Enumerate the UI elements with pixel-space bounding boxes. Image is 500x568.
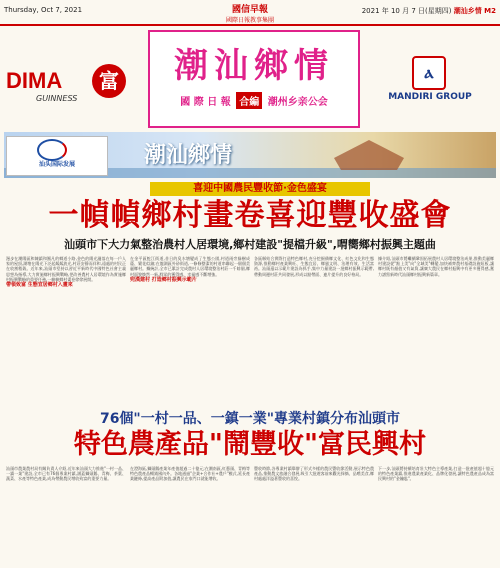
header-rule — [0, 24, 500, 26]
mandiri-name: MANDIRI GROUP — [388, 92, 472, 102]
guinness-text: GUINNESS — [36, 94, 78, 103]
banner-pagoda-roof — [334, 140, 404, 170]
masthead — [148, 30, 360, 128]
article-col1-text: 漫步在潮陽區和陳鎮和鳳凡的鄉道小路,金色的陽光灑落在每一戶人家的屋頂,湖塘在陽光下泛起粼粼波光,村莊安靜而祥和,遠處的村民正在收割稻穀。近年來,汕頭市堅持以習近平新時代中國特色社會主義思想為指導,大力實施鄉村振興戰略,把改善農村人居環境作為實施鄉村振興戰略的重要任務,一幀幀鄉村畫卷徐徐展開。 — [6, 256, 126, 282]
masthead-sub-right: 潮州乡亲公会 — [267, 97, 328, 108]
article-subheadline: 汕頭市下大力氣整治農村人居環境,鄉村建設"提檔升級",喟嚮鄉村振興主題曲 — [64, 238, 436, 251]
swirl-logo-icon — [37, 139, 67, 161]
mandiri-group-logo — [364, 56, 496, 116]
article2-headline-red: 特色農產品"鬧豐收"富民興村 — [73, 429, 427, 460]
masthead-sub-left: 國 際 日 報 — [180, 97, 231, 108]
header-date-zh — [362, 6, 496, 16]
header-date-en: Thursday, Oct 7, 2021 — [4, 6, 83, 14]
inner-heading-2: 兜漢建村 打造鄉村振興示範片 — [130, 276, 197, 283]
masthead-sub-mid: 合編 — [236, 92, 262, 109]
article2-headline-blue: 76個"一村一品、一鎮一業"專業村鎮分布汕頭市 — [99, 411, 401, 427]
banner-logo-card — [6, 136, 108, 176]
article-column-4: 據介紹,汕頭市將繼續鞏固拓展農村人居環境整治成果,推動美麗鄉村建設從"點上美"向"全域美"轉變,加快補齊農村基礎設施短板,讓鄉村既有顏值又有氣質,讓廣大農民在鄉村振興中有更多獲得感,奮力譜寫新時代汕頭鄉村振興新篇章。 — [378, 256, 494, 277]
article-kicker: 喜迎中國農民豐收節·金色盛宴 — [150, 182, 370, 196]
banner-title: 潮汕鄉情 — [144, 142, 233, 168]
article2-column-2: 在澄海區,獅頭鵝產業年產值超過二十億元;在潮南區,紅蔥頭、青梅等特色農產品暢銷國內外。各地通過"企業+合作社+農戶"模式,延長產業鏈條,提高產品附加值,讓農民在家門口就能增收。 — [130, 466, 250, 482]
masthead-subtitle — [154, 92, 354, 109]
header-paper-name — [200, 2, 300, 24]
section-label: 潮汕乡情 M2 — [453, 7, 496, 15]
masthead-title: 潮汕鄉情 — [174, 46, 334, 86]
article-column-2 — [130, 256, 250, 404]
inner-heading-1: 帶領致富 生態宜居鄉村入畫來 — [6, 282, 73, 289]
article-column-1 — [6, 256, 126, 404]
dima-logo-text: DIMA — [6, 68, 63, 93]
header-date-zh-text: 2021 年 10 月 7 日(星期四) — [361, 7, 452, 15]
article-headline: 一幀幀鄉村畫卷喜迎豐收盛會 — [48, 198, 452, 233]
article2-column-1: 汕頭市農業農村局有關負責人介紹,近年來汕頭大力推進"一村一品、一鎮一業"建設,全市已有76個專業村鎮,涵蓋獅頭鵝、青梅、茶葉、蔬菜、水產等特色產業,成為帶動農民增收致富的重要力量。 — [6, 466, 126, 482]
mandiri-emblem-icon: ⲁ — [412, 56, 446, 90]
dima-seal-icon: 富 — [92, 64, 126, 98]
paper-subtitle: 國際日報教事集團 — [225, 17, 274, 24]
article-col2-text: 在金平區鮀江街道,昔日的臭水塘變成了生態公園,村道兩旁綠樹成蔭、繁花似錦;在龍湖區外砂街道,一條條整潔的村道串聯起一個個美麗鄉村。據統計,全市已累計完成農村人居環境整治村莊一千餘個,鄉村面貌煥然一新,群眾的獲得感、幸福感不斷增強。 — [130, 256, 250, 277]
paper-name: 國信早報 — [231, 5, 268, 15]
article2-column-4: 下一步,汕頭將持續培育壯大特色主導產業,打造一批產值超十億元的特色產業鎮,推進農業產業化、品牌化發展,讓特色農產品成為富民興村的"金鑰匙"。 — [378, 466, 494, 482]
article2-column-3: 豐收時節,各專業村鎮舉辦了形式多樣的農民豐收節活動,展示特色農產品,推動農文旅融合發展,吸引大批遊客前來觀光採摘、品嚐美食,鄉村處處洋溢著豐收的喜悅。 — [254, 466, 374, 482]
article-column-3: 各區縣結合實際打造特色鄉村,充分挖掘僑鄉文化、紅色文化和生態資源,推動鄉村產業興旺、生態宜居、鄉風文明、治理有效、生活富裕。汕頭還以示範片建設為抓手,集中力量建設一批鄉村振興示範帶,帶動周邊村莊共同發展,形成以點帶面、連片提升的良好格局。 — [254, 256, 374, 277]
dima-guinness-logo — [6, 58, 144, 108]
page-header-bar — [0, 0, 500, 24]
banner-card-text: 汕头国际发展 — [38, 161, 75, 168]
